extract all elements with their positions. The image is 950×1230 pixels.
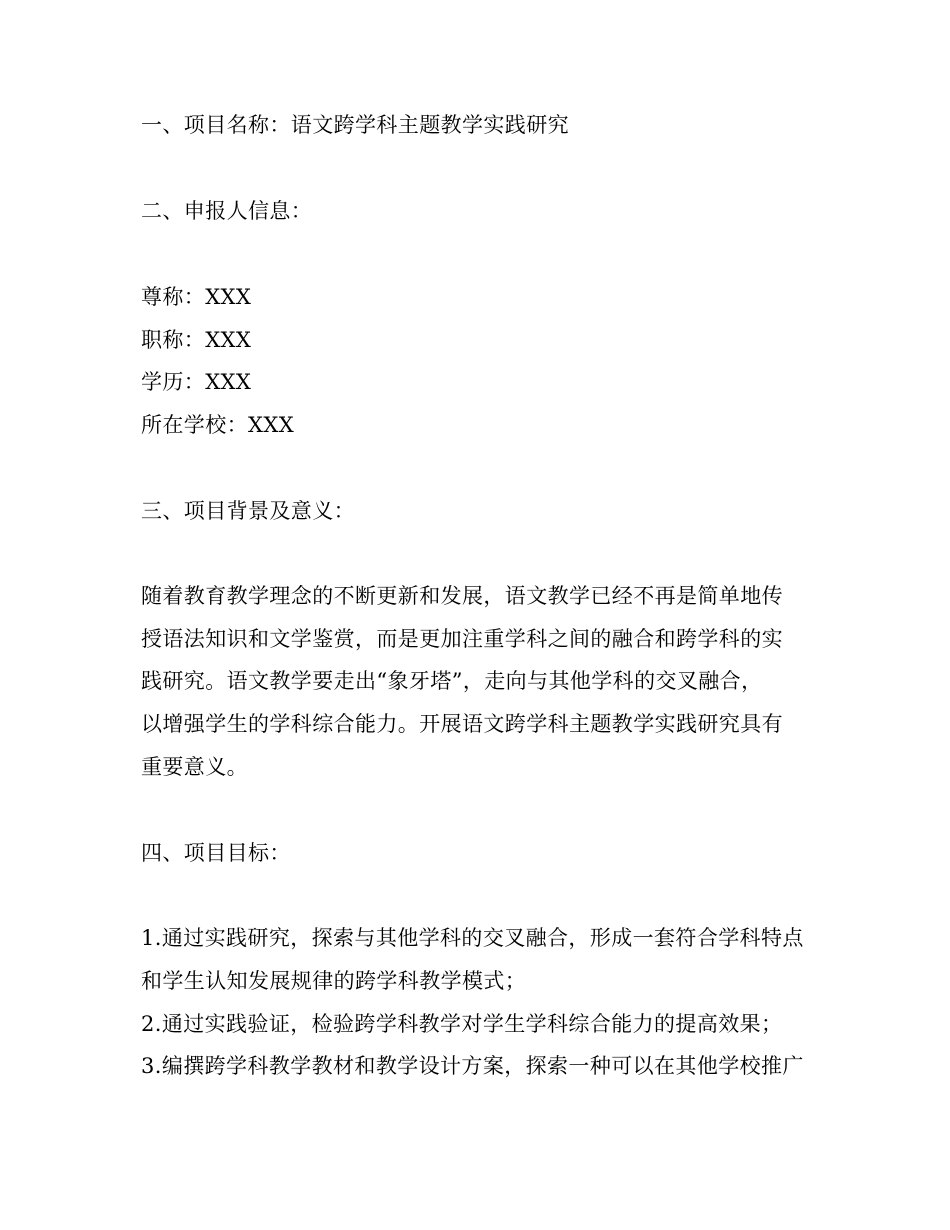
section-heading-background: 三、项目背景及意义： (141, 499, 355, 523)
section-heading-project-name: 一、项目名称：语文跨学科主题教学实践研究 (141, 113, 569, 137)
applicant-school: 所在学校：XXX (141, 413, 295, 437)
goal-line: 1.通过实践研究，探索与其他学科的交叉融合，形成一套符合学科特点 (141, 926, 804, 950)
section-heading-applicant-info: 二、申报人信息： (141, 199, 313, 223)
background-paragraph-line: 践研究。语文教学要走出“象牙塔”，走向与其他学科的交叉融合， (141, 669, 763, 693)
goal-line: 和学生认知发展规律的跨学科教学模式； (141, 969, 527, 993)
background-paragraph-line: 重要意义。 (141, 755, 248, 779)
background-paragraph-line: 随着教育教学理念的不断更新和发展，语文教学已经不再是简单地传 (141, 584, 783, 608)
applicant-name: 尊称：XXX (141, 285, 252, 309)
goal-line: 3.编撰跨学科教学教材和教学设计方案，探索一种可以在其他学校推广 (141, 1054, 804, 1078)
section-heading-goals: 四、项目目标： (141, 841, 291, 865)
applicant-education: 学历：XXX (141, 370, 252, 394)
background-paragraph-line: 授语法知识和文学鉴赏，而是更加注重学科之间的融合和跨学科的实 (141, 627, 783, 651)
background-paragraph-line: 以增强学生的学科综合能力。开展语文跨学科主题教学实践研究具有 (141, 712, 783, 736)
goal-line: 2.通过实践验证，检验跨学科教学对学生学科综合能力的提高效果； (141, 1012, 783, 1036)
applicant-title: 职称：XXX (141, 328, 252, 352)
